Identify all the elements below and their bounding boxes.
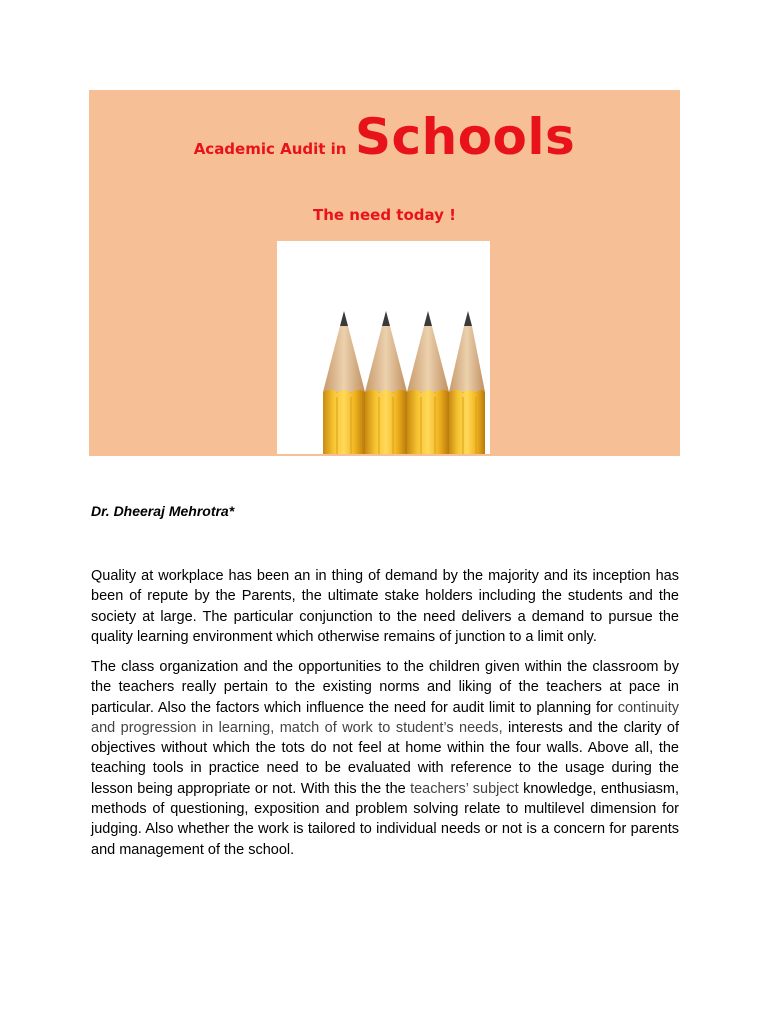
paragraph-2-part-a: The class organization and the opportunities to the children given within the classroom by the teachers really pertain to the existing norms and liking of the teachers at pace in particular. Also the factors which influence the need for audit limit to planning for <box>91 659 679 716</box>
subtitle: The need today ! <box>312 206 456 224</box>
title-big: Schools <box>354 108 576 166</box>
pencils-illustration <box>277 241 490 454</box>
title-row <box>89 108 680 166</box>
title-small: Academic Audit in <box>193 140 347 158</box>
author-name: Dr. Dheeraj Mehrotra* <box>91 503 235 519</box>
paragraph-2 <box>91 657 679 860</box>
pencil-4 <box>449 311 485 454</box>
paragraph-2-part-c: interests and the clarity of objectives without which the tots do not feel at home within the four walls. Above all, the teaching tools in practice need to be evaluated with reference to the usage during the lesson being appropriate or not. With this the the <box>91 719 679 797</box>
paragraph-2-part-e: knowledge, enthusiasm, methods of questioning, exposition and problem solving relate to multilevel dimension for judging. Also whether the work is tailored to individual needs or not is a concern for parents and management of the school. <box>91 780 680 858</box>
paragraph-2-part-b: continuity and progression in learning, match of work to student’s needs, <box>91 699 679 736</box>
pencil-3 <box>407 311 449 454</box>
pencils-photo <box>277 241 490 454</box>
pencil-2 <box>365 311 407 454</box>
pencil-1 <box>323 311 365 454</box>
title-banner <box>89 90 680 456</box>
paragraph-2-part-d: teachers’ subject <box>410 780 519 797</box>
paragraph-1: Quality at workplace has been an in thing of demand by the majority and its inception has been of repute by the Parents, the ultimate stake holders including the students and the society at large. The particular conjunction to the need delivers a demand to pursue the quality learning environment which otherwise remains of junction to a limit only. <box>91 568 679 645</box>
